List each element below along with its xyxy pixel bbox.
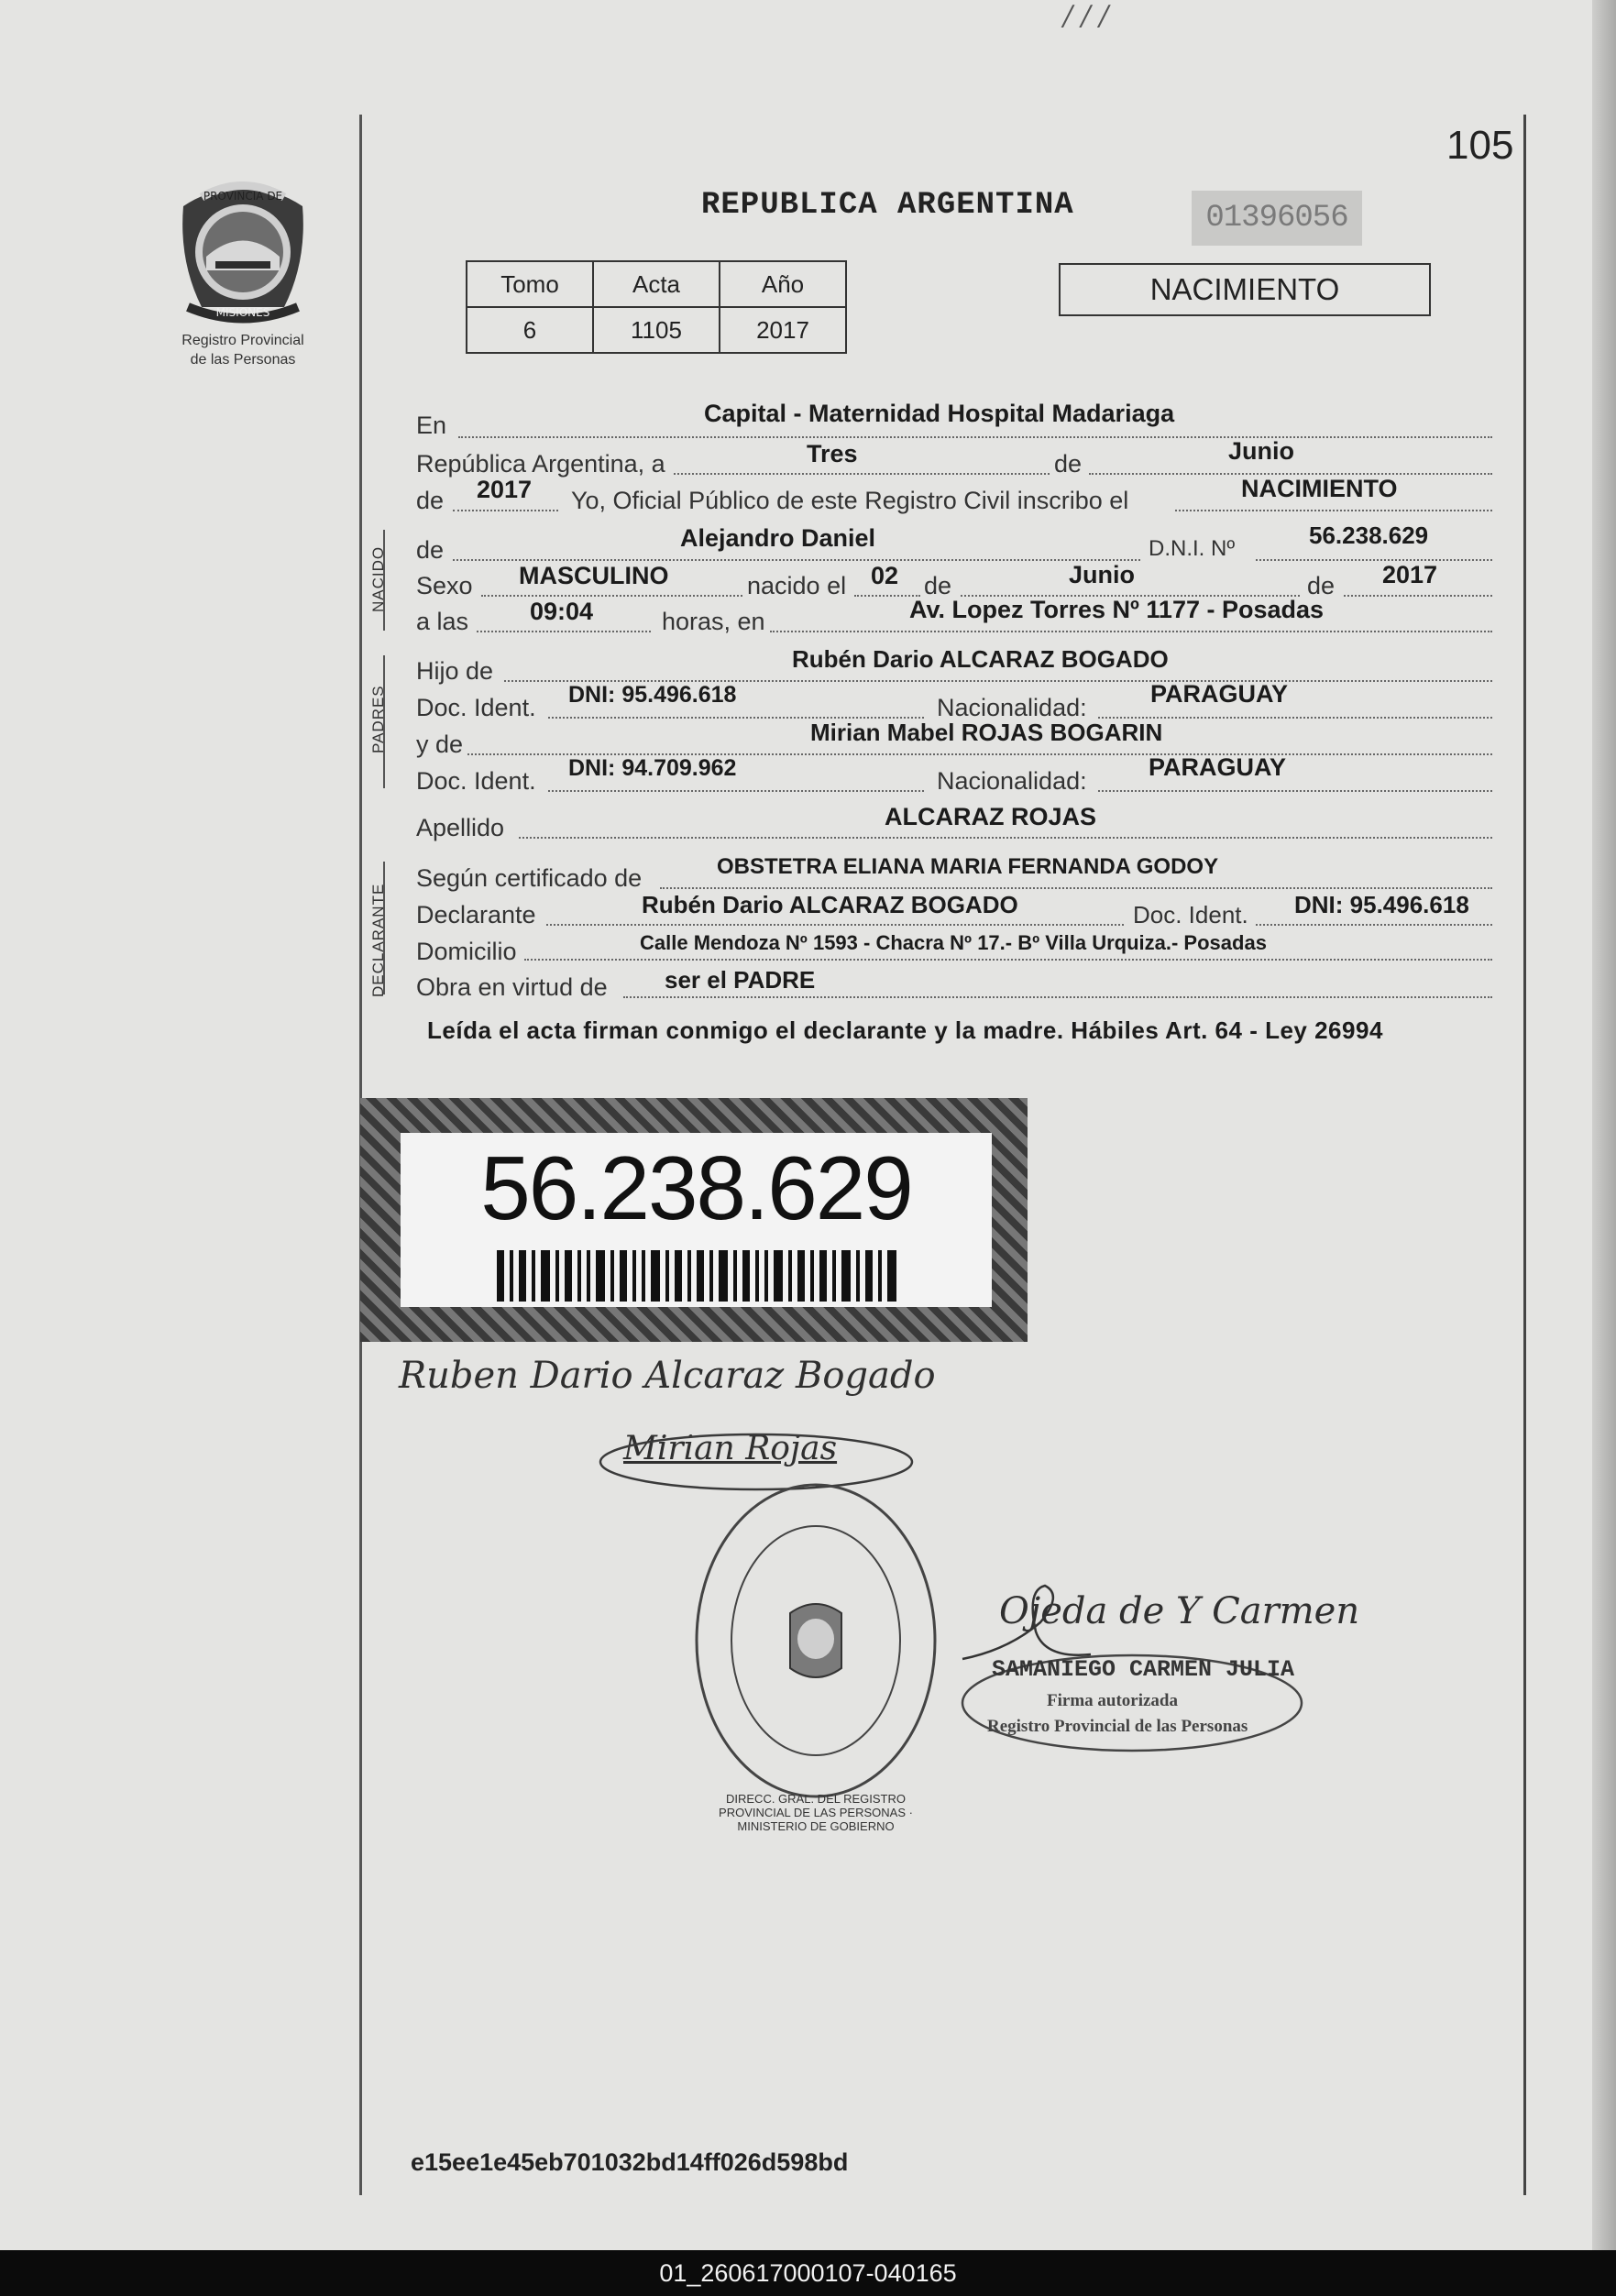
dotted-line bbox=[548, 790, 924, 792]
value-padre-doc: DNI: 95.496.618 bbox=[568, 682, 737, 708]
value-nombre: Alejandro Daniel bbox=[680, 524, 876, 552]
round-seal-icon bbox=[687, 1476, 944, 1806]
label-apellido: Apellido bbox=[416, 814, 505, 841]
value-sexo: MASCULINO bbox=[519, 562, 669, 589]
acta-value: 1105 bbox=[593, 307, 720, 353]
label-segun: Según certificado de bbox=[416, 864, 643, 892]
value-apellido: ALCARAZ ROJAS bbox=[885, 803, 1097, 830]
dni-sticker-number: 56.238.629 bbox=[480, 1137, 912, 1238]
label-doc-ident-declarante: Doc. Ident. bbox=[1133, 901, 1248, 928]
side-label-padres: PADRES bbox=[369, 685, 387, 753]
barcode-icon bbox=[497, 1250, 900, 1302]
record-type-box: NACIMIENTO bbox=[1059, 263, 1431, 316]
value-hora: 09:04 bbox=[530, 598, 594, 625]
logo-caption-2: de las Personas bbox=[190, 352, 296, 368]
right-margin-line bbox=[1523, 115, 1526, 2195]
dotted-line bbox=[453, 510, 558, 511]
serial-number-stamp: 01396056 bbox=[1192, 191, 1362, 246]
value-acto: NACIMIENTO bbox=[1241, 475, 1398, 502]
registry-logo bbox=[151, 170, 335, 368]
signature-oficial: Ojeda de Y Carmen bbox=[999, 1590, 1360, 1632]
page-number: 105 bbox=[1446, 123, 1514, 168]
round-seal-stamp bbox=[687, 1476, 944, 1833]
label-hijo-de: Hijo de bbox=[416, 657, 494, 685]
dotted-line bbox=[1175, 510, 1492, 511]
dotted-line bbox=[660, 887, 1492, 889]
document-title: REPUBLICA ARGENTINA bbox=[701, 188, 1074, 223]
svg-text:PROVINCIA DE: PROVINCIA DE bbox=[203, 190, 283, 203]
official-stamp-name: SAMANIEGO CARMEN JULIA bbox=[992, 1656, 1295, 1683]
label-en: En bbox=[416, 412, 447, 439]
dotted-line bbox=[453, 559, 1140, 561]
anio-header: Año bbox=[720, 261, 846, 307]
label-oficial: Yo, Oficial Público de este Registro Civil inscribo el bbox=[571, 487, 1129, 514]
logo-caption-1: Registro Provincial bbox=[181, 333, 304, 348]
side-label-declarante: DECLARANTE bbox=[369, 883, 387, 997]
label-republica: República Argentina, a bbox=[416, 450, 665, 478]
dotted-line bbox=[519, 837, 1492, 839]
acta-header: Acta bbox=[593, 261, 720, 307]
dotted-line bbox=[481, 595, 742, 597]
official-stamp-org: Registro Provincial de las Personas bbox=[987, 1717, 1248, 1736]
dotted-line bbox=[770, 631, 1492, 632]
label-obra: Obra en virtud de bbox=[416, 973, 608, 1001]
value-obra: ser el PADRE bbox=[665, 966, 816, 994]
dotted-line bbox=[546, 924, 1124, 926]
label-declarante: Declarante bbox=[416, 901, 536, 928]
value-madre: Mirian Mabel ROJAS BOGARIN bbox=[810, 719, 1163, 746]
value-nac-mes: Junio bbox=[1069, 561, 1135, 588]
svg-text:MISIONES: MISIONES bbox=[215, 306, 270, 319]
dotted-line bbox=[524, 959, 1492, 961]
document-hash: e15ee1e45eb701032bd14ff026d598bd bbox=[411, 2148, 849, 2176]
dotted-line bbox=[1344, 595, 1492, 597]
footer-id: 01_260617000107-040165 bbox=[0, 2250, 1616, 2296]
dotted-line bbox=[623, 996, 1492, 998]
value-declarante-doc: DNI: 95.496.618 bbox=[1294, 891, 1469, 918]
dni-sticker bbox=[360, 1098, 1028, 1342]
tomo-header: Tomo bbox=[467, 261, 593, 307]
label-dni: D.N.I. Nº bbox=[1149, 536, 1236, 561]
label-doc-ident-madre: Doc. Ident. bbox=[416, 767, 536, 795]
label-nacionalidad-padre: Nacionalidad: bbox=[937, 694, 1087, 721]
value-madre-nac: PARAGUAY bbox=[1149, 753, 1287, 781]
value-dni: 56.238.629 bbox=[1309, 522, 1429, 549]
round-seal-text: DIRECC. GRAL. DEL REGISTRO PROVINCIAL DE LAS PERSONAS · MINISTERIO DE GOBIERNO bbox=[719, 1792, 913, 1833]
closing-text: Leída el acta firman conmigo el declarante y la madre. Hábiles Art. 64 - Ley 26994 bbox=[427, 1016, 1383, 1044]
page-edge bbox=[1592, 0, 1616, 2250]
dotted-line bbox=[458, 436, 1492, 438]
signature-madre: Mirian Rojas bbox=[623, 1430, 838, 1467]
label-de-anio-nac: de bbox=[1307, 572, 1336, 599]
dotted-line bbox=[1256, 924, 1492, 926]
official-stamp-role: Firma autorizada bbox=[1047, 1691, 1179, 1710]
label-y-de: y de bbox=[416, 731, 464, 758]
value-madre-doc: DNI: 94.709.962 bbox=[568, 755, 737, 781]
label-a-las: a las bbox=[416, 608, 469, 635]
registry-table bbox=[466, 260, 847, 354]
value-dia: Tres bbox=[807, 440, 858, 467]
label-de-nombre: de bbox=[416, 536, 445, 564]
value-domicilio: Calle Mendoza Nº 1593 - Chacra Nº 17.- Bº Villa Urquiza.- Posadas bbox=[640, 931, 1267, 954]
value-lugar-nac: Av. Lopez Torres Nº 1177 - Posadas bbox=[909, 596, 1325, 623]
value-declarante: Rubén Dario ALCARAZ BOGADO bbox=[642, 891, 1018, 918]
dotted-line bbox=[477, 631, 651, 632]
tomo-value: 6 bbox=[467, 307, 593, 353]
value-padre: Rubén Dario ALCARAZ BOGADO bbox=[792, 645, 1169, 673]
value-mes: Junio bbox=[1228, 437, 1294, 465]
label-nacionalidad-madre: Nacionalidad: bbox=[937, 767, 1087, 795]
label-nacido-el: nacido el bbox=[747, 572, 847, 599]
value-lugar: Capital - Maternidad Hospital Madariaga bbox=[704, 400, 1175, 427]
value-certificado: OBSTETRA ELIANA MARIA FERNANDA GODOY bbox=[717, 854, 1219, 879]
misiones-emblem-icon bbox=[165, 170, 321, 325]
dotted-line bbox=[1256, 559, 1492, 561]
side-label-nacido: NACIDO bbox=[369, 545, 387, 612]
anio-value: 2017 bbox=[720, 307, 846, 353]
value-nac-anio: 2017 bbox=[1382, 561, 1438, 588]
label-doc-ident-padre: Doc. Ident. bbox=[416, 694, 536, 721]
label-de-anio: de bbox=[416, 487, 445, 514]
value-padre-nac: PARAGUAY bbox=[1150, 680, 1289, 708]
dotted-line bbox=[1098, 790, 1492, 792]
dni-sticker-panel bbox=[401, 1133, 992, 1307]
top-scribble: / / / bbox=[1063, 0, 1109, 32]
label-horas-en: horas, en bbox=[662, 608, 765, 635]
label-de: de bbox=[1054, 450, 1083, 478]
label-sexo: Sexo bbox=[416, 572, 473, 599]
label-de-mes: de bbox=[924, 572, 952, 599]
label-domicilio: Domicilio bbox=[416, 938, 517, 965]
signature-padre: Ruben Dario Alcaraz Bogado bbox=[399, 1355, 936, 1397]
value-nac-dia: 02 bbox=[871, 562, 899, 589]
value-anio: 2017 bbox=[477, 476, 533, 503]
dotted-line bbox=[674, 473, 1050, 475]
